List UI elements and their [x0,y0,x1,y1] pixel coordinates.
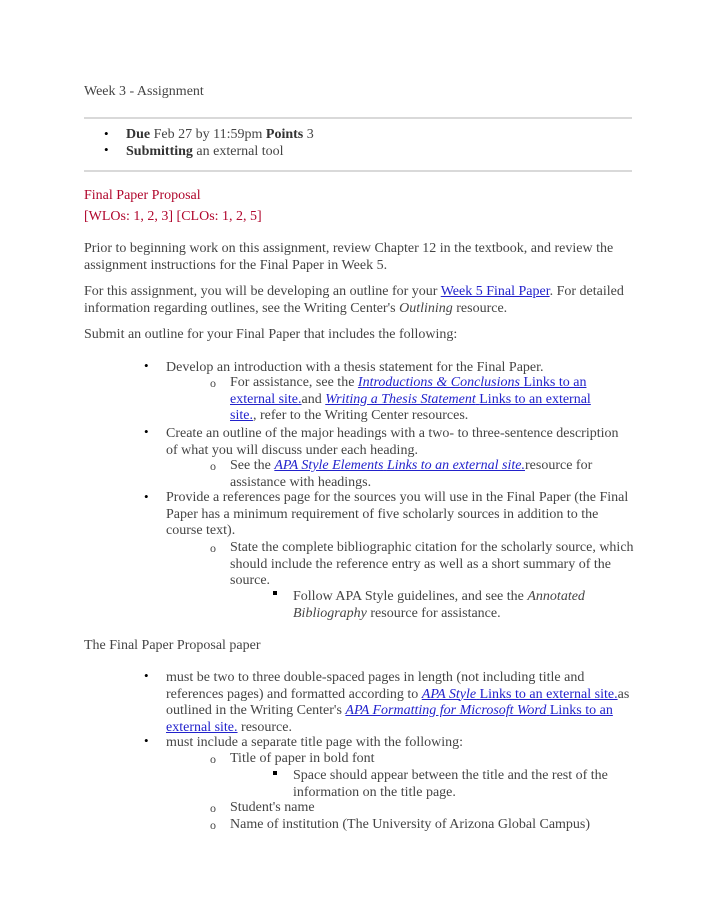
submitting-value: an external tool [196,144,284,159]
link-text: Introductions & Conclusions [357,375,520,390]
p2-post: resource. [452,300,508,316]
paper-sub1-detail: Space should appear between the title and the rest of the information on the title page. [293,768,608,800]
ext-link-text: Links to an external site. [386,458,525,473]
circle-bullet: o [210,752,216,766]
ext-link-text: Links to an external site. [230,391,591,423]
square-bullet [273,591,277,595]
list1-item1: Develop an introduction with a thesis statement for the Final Paper. [166,360,544,375]
link-text: APA Style [421,686,477,702]
circle-bullet: o [210,801,216,815]
item2-sub-pre: See the [230,458,275,473]
page-title: Week 3 - Assignment [84,84,204,99]
list1-item2-sub [230,458,610,491]
list1-item3-subsub [293,589,613,622]
bullet-due: • [104,126,109,141]
bullet-l1-2: • [144,424,149,439]
apa-style-elements-link[interactable] [274,458,525,473]
bullet-submitting: • [104,142,109,157]
item1-sub-post: , refer to the Writing Center resources. [252,408,469,423]
item2-sub-post: resource for assistance with headings. [230,458,593,490]
bullet-l1-3: • [144,489,149,504]
item1-sub-pre: For assistance, see the [230,375,358,390]
item1-sub-and: and [301,391,326,407]
bullet-l2-2: • [144,733,149,748]
outlining-italic: Outlining [399,300,453,316]
learning-outcomes: [WLOs: 1, 2, 3] [CLOs: 1, 2, 5] [84,209,262,224]
circle-bullet: o [210,541,216,555]
ext-link-text: Links to an external site. [166,703,613,735]
paper-sub1: Title of paper in bold font [230,751,375,766]
intro-paragraph-3: Submit an outline for your Final Paper that includes the following: [84,327,458,342]
paper-sub2: Student's name [230,800,315,815]
subsub-post: resource for assistance. [366,605,501,621]
list1-item3: Provide a references page for the sources you will use in the Final Paper (the Final Paper has a minimum requirement of five scholarly sources in addition to the course text). [166,490,629,538]
circle-bullet: o [210,376,216,390]
link-text: APA Formatting for Microsoft Word [345,703,547,718]
list1-item3-sub: State the complete bibliographic citation for the scholarly source, which should include the reference entry as well as a short summary of the source. [230,540,634,588]
due-line [126,127,314,143]
paper-item1-pre: must be two to three double-spaced pages in length (not including title and references pages) and formatted according to [166,670,585,702]
ext-link-text: Links to an external site. [230,375,587,407]
points-label: Points [265,127,304,142]
p2-mid: . For detailed information regarding outlines, see the Writing Center's [84,284,624,316]
paper-item1-post: resource. [237,719,292,735]
submitting-line [126,144,284,160]
bullet-l2-1: • [144,668,149,683]
divider-bottom [84,170,632,172]
square-bullet [273,771,277,775]
paper-item1 [166,670,631,736]
circle-bullet: o [210,818,216,832]
paper-sub3: Name of institution (The University of Arizona Global Campus) [230,817,591,832]
due-value: Feb 27 by 11:59pm [153,127,263,142]
circle-bullet: o [210,459,216,473]
due-label: Due [126,127,151,142]
submitting-label: Submitting [126,144,193,159]
subsub-pre: Follow APA Style guidelines, and see the [293,589,528,604]
points-value: 3 [306,127,314,142]
list1-item2: Create an outline of the major headings with a two- to three-sentence description of what you will discuss under each heading. [166,426,619,458]
paper-heading: The Final Paper Proposal paper [84,638,261,653]
annotated-bibliography-italic: Annotated Bibliography [293,589,585,621]
paper-item1-mid: as outlined in the Writing Center's [166,686,630,718]
week5-final-paper-link[interactable]: Week 5 Final Paper [440,284,550,299]
link-text: Writing a Thesis Statement [325,391,476,407]
paper-item2: must include a separate title page with the following: [166,735,464,750]
intro-paragraph-1: Prior to beginning work on this assignment, review Chapter 12 in the textbook, and review the assignment instructions for the Final Paper in Week 5. [84,241,614,273]
link-text: APA Style Elements [274,458,384,473]
apa-style-link[interactable] [422,687,618,702]
intro-paragraph-2 [84,284,639,317]
bullet-l1-1: • [144,358,149,373]
p2-pre: For this assignment, you will be developing an outline for your [84,284,441,299]
divider-top [84,117,632,119]
list1-item1-sub [230,375,610,425]
proposal-heading: Final Paper Proposal [84,188,201,203]
ext-link-text: Links to an external site. [479,686,618,702]
